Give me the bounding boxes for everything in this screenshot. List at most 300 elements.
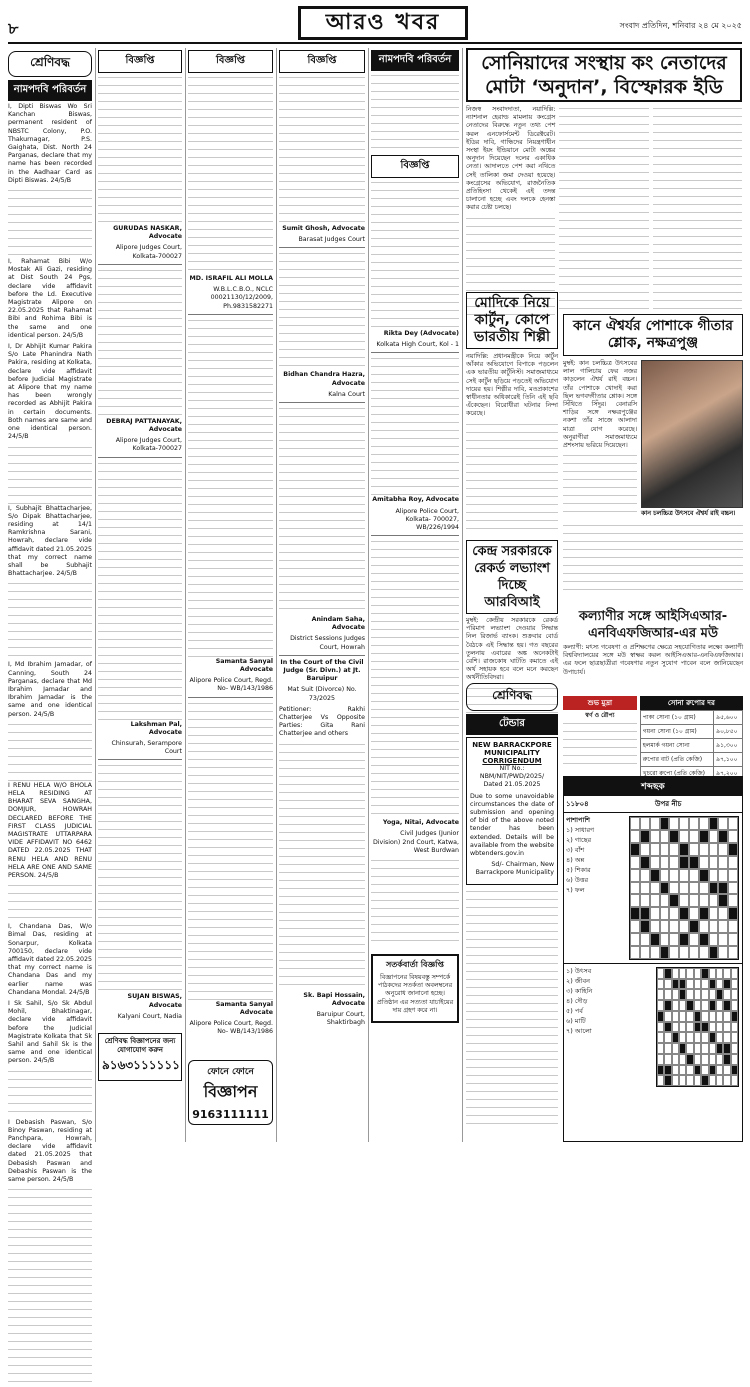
classified-column-1	[8, 48, 92, 1184]
signature-name: Lakshman Pal, Advocate	[130, 720, 182, 736]
crossword-cell[interactable]	[709, 946, 719, 959]
caution-notice-box	[371, 954, 459, 1023]
crossword-cell[interactable]	[679, 869, 689, 882]
crossword-cell[interactable]	[679, 830, 689, 843]
crossword-cell[interactable]	[679, 907, 689, 920]
crossword-cell[interactable]	[650, 830, 660, 843]
crossword-cell[interactable]	[679, 843, 689, 856]
crossword-cell	[657, 1054, 664, 1065]
crossword-cell[interactable]	[728, 894, 738, 907]
signature-address: Alipore Judges Court, Kolkata-700027	[115, 244, 182, 260]
crossword-cell	[657, 989, 664, 1000]
crossword-cell[interactable]	[709, 856, 719, 869]
classified-ad-box	[98, 1033, 182, 1081]
tender-notice	[466, 737, 558, 885]
notice-header: বিজ্ঞপ্তি	[279, 50, 365, 73]
crossword-cell	[694, 1000, 701, 1011]
notice-header: বিজ্ঞপ্তি	[371, 155, 459, 178]
ad-text: শ্রেণিবদ্ধ বিজ্ঞাপনের জন্য যোগাযোগ করুন	[104, 1037, 176, 1055]
crossword-cell	[679, 1065, 686, 1076]
crossword-cell[interactable]	[709, 933, 719, 946]
cartoon-story	[466, 292, 558, 537]
crossword-cell[interactable]	[728, 869, 738, 882]
crossword-cell	[664, 1022, 671, 1033]
crossword-cell[interactable]	[640, 843, 650, 856]
crossword-cell[interactable]	[699, 856, 709, 869]
crossword-cell[interactable]	[660, 894, 670, 907]
left-box-title: শুভ মুদ্রা	[563, 696, 637, 710]
crossword-cell	[716, 1000, 723, 1011]
crossword-cell[interactable]	[699, 830, 709, 843]
phone-ad-box	[188, 1060, 273, 1125]
crossword-cell[interactable]	[718, 933, 728, 946]
crossword-cell	[723, 1043, 730, 1054]
ad-phone[interactable]: ৯১৬৩১১১১১১	[102, 1058, 180, 1073]
crossword-cell[interactable]	[689, 882, 699, 895]
crossword-cell[interactable]	[669, 907, 679, 920]
crossword	[563, 776, 743, 1142]
crossword-cell	[664, 1000, 671, 1011]
signature-name: GURUDAS NASKAR, Advocate	[113, 225, 182, 241]
crossword-cell[interactable]	[669, 946, 679, 959]
crossword-cell[interactable]	[630, 907, 640, 920]
crossword-cell	[679, 989, 686, 1000]
classified-header: শ্রেণিবদ্ধ	[8, 51, 92, 77]
signature-address: Barasat Judges Court	[298, 236, 365, 244]
crossword-cell[interactable]	[699, 882, 709, 895]
crossword-cell[interactable]	[650, 920, 660, 933]
crossword-cell[interactable]	[660, 843, 670, 856]
notice: I, Rahamat Bibi W/o Mostak Ali Gazi, residing at Dist South 24 Pgs, declare vide affidavit before the Ld. Executive Magistrate Alipore on 22.05.2025 that Rahamat Bibi and Rohima Bibi is the same and one identical person. 24/5/B	[8, 258, 92, 339]
tender-header: টেন্ডার	[466, 714, 558, 735]
cartoon-body: নয়াদিল্লি: প্রধানমন্ত্রীকে নিয়ে কার্টুন আঁকার অভিযোগে বিপাকে পড়লেন এক ভারতীয় কার্টুনিস্ট। সমাজমাধ্যমে সেই কার্টুন ছড়িয়ে পড়তেই অভিযোগ দায়ের হয়। শিল্পীর দাবি, মতপ্রকাশের স্বাধীনতার অধিকারেই তিনি এই ছবি এঁকেছেন। বিরোধীরা ঘটনার নিন্দা করেছে।	[466, 353, 558, 418]
signature-name: Amitabha Roy, Advocate	[372, 496, 459, 504]
crossword-cell[interactable]	[709, 869, 719, 882]
crossword-cell[interactable]	[699, 869, 709, 882]
crossword-cell[interactable]	[679, 933, 689, 946]
crossword-cell	[679, 968, 686, 979]
crossword-cell[interactable]	[669, 856, 679, 869]
notice: I Debasish Paswan, S/o Binoy Paswan, residing at Panchpara, Howrah, declare vide affidavit dated 21.05.2025 that Debasish Paswan and Debashis Paswan is the same person. 24/5/B	[8, 1118, 92, 1184]
crossword-cell	[686, 1043, 693, 1054]
crossword-cell	[686, 989, 693, 1000]
crossword-cell[interactable]	[669, 869, 679, 882]
signature-address: Baruipur Court, Shaktirbagh	[316, 1011, 365, 1027]
crossword-cell[interactable]	[660, 856, 670, 869]
crossword-cell	[672, 968, 679, 979]
down-clues: ১) উৎসব ২) জীবন ৩) কাহিনি ৪) দৌড় ৫) পর্ব ৬) মাটি ৭) আলো	[566, 967, 593, 1035]
crossword-cell	[701, 1022, 708, 1033]
crossword-cell[interactable]	[650, 843, 660, 856]
crossword-cell	[664, 989, 671, 1000]
crossword-cell	[694, 1075, 701, 1086]
crossword-cell	[731, 989, 738, 1000]
section-logo: আরও খবর	[298, 6, 468, 40]
crossword-cell	[672, 1054, 679, 1065]
crossword-cell[interactable]	[630, 933, 640, 946]
signature-name: Sk. Bapi Hossain, Advocate	[303, 991, 365, 1007]
crossword-cell[interactable]	[718, 856, 728, 869]
crossword-cell	[694, 1032, 701, 1043]
signature-address: Kolkata High Court, Kol - 1	[376, 341, 459, 349]
crossword-cell[interactable]	[689, 856, 699, 869]
signature-address: District Sessions Judges Court, Howrah	[290, 635, 365, 651]
crossword-cell[interactable]	[709, 894, 719, 907]
signature-name: Samanta Sanyal Advocate	[215, 657, 273, 674]
cannes-body: মুম্বই: কান চলচ্চিত্র উৎসবের লাল গালিচায় ফের নজর কাড়লেন ঐশ্বর্য রাই বচ্চন। তাঁর পোশাকে খোদাই করা ছিল ভগবদ্গীতার শ্লোক। সঙ্গে সিঁথিতে সিঁদুর। বেনারসি শাড়ির সঙ্গে নক্ষত্রপুঞ্জের নকশা তাঁর সাজে আলাদা মাত্রা যোগ করেছে। অনুরাগীরা সমাজমাধ্যমে প্রশংসায় ভরিয়ে দিয়েছেন।	[563, 360, 637, 450]
crossword-cell[interactable]	[689, 933, 699, 946]
signature-address: Civil Judges (Junior Division) 2nd Court, Katwa, West Burdwan	[372, 830, 459, 854]
court-parties: Petitioner: Rakhi Chatterjee Vs Opposite Parties: Gita Rani Chatterjee and others	[279, 705, 365, 738]
crossword-cell	[701, 1054, 708, 1065]
signature-name: Anindam Saha, Advocate	[311, 616, 365, 632]
crossword-cell[interactable]	[718, 907, 728, 920]
cannes-story	[563, 314, 743, 604]
crossword-cell	[716, 968, 723, 979]
crossword-cell[interactable]	[709, 817, 719, 830]
crossword-cell	[664, 1011, 671, 1022]
crossword-cell[interactable]	[718, 946, 728, 959]
notice: I RENU HELA W/O BHOLA HELA RESIDING AT BHARAT SEVA SANGHA, DOMJUR, HOWRAH DECLARED BEFORE THE FIRST CLASS JUDICIAL MAGISTRATE UTTARPARA VIDE AFFIDAVIT NO 6462 DATED 22.05.2025 THAT RENU HELA AND RENU HELA ARE ONE AND SAME PERSON. 24/5/B	[8, 781, 92, 879]
tender-sign: Sd/- Chairman, New Barrackpore Municipality	[475, 861, 554, 877]
notice-column-5	[371, 48, 459, 1142]
signature-address: Chinsurah, Serampore Court	[111, 740, 182, 756]
rbi-headline: কেন্দ্র সরকারকে রেকর্ড লভ্যাংশ দিচ্ছে আরবিআই	[466, 540, 558, 614]
crossword-cell	[731, 1065, 738, 1076]
crossword-cell[interactable]	[699, 907, 709, 920]
crossword-cell	[694, 1022, 701, 1033]
crossword-cell[interactable]	[630, 869, 640, 882]
crossword-cell	[716, 1054, 723, 1065]
crossword-cell[interactable]	[650, 882, 660, 895]
crossword-cell[interactable]	[689, 869, 699, 882]
lead-headline	[466, 48, 742, 102]
crossword-cell[interactable]	[669, 882, 679, 895]
crossword-cell[interactable]	[718, 869, 728, 882]
crossword-cell[interactable]	[660, 946, 670, 959]
name-change-header: নামপদবি পরিবর্তন	[371, 50, 459, 71]
crossword-cell[interactable]	[669, 830, 679, 843]
cannes-headline: কানে ঐশ্বর্যর পোশাকে গীতার শ্লোক, নক্ষত্রপুঞ্জ	[563, 314, 743, 356]
crossword-cell[interactable]	[709, 920, 719, 933]
crossword-cell	[679, 1011, 686, 1022]
left-box-sub: স্বর্ণ ও রৌপ্য	[585, 712, 615, 719]
crossword-cell[interactable]	[679, 882, 689, 895]
crossword-cell	[672, 1011, 679, 1022]
page-number: ৮	[8, 19, 19, 38]
signature-address: Alipore Police Court, Regd. No- WB/143/1986	[189, 677, 273, 693]
crossword-cell	[686, 1022, 693, 1033]
signature-address: Kalyani Court, Nadia	[117, 1012, 182, 1020]
crossword-cell[interactable]	[689, 907, 699, 920]
crossword-cell	[694, 1011, 701, 1022]
crossword-cell[interactable]	[640, 882, 650, 895]
crossword-cell	[672, 1022, 679, 1033]
crossword-cell	[657, 1011, 664, 1022]
crossword-cell	[672, 1075, 679, 1086]
crossword-cell[interactable]	[650, 933, 660, 946]
crossword-cell[interactable]	[718, 830, 728, 843]
crossword-cell	[664, 1075, 671, 1086]
crossword-cell	[701, 1011, 708, 1022]
crossword-cell[interactable]	[728, 882, 738, 895]
notice: I, Dr Abhijit Kumar Pakira S/o Late Phanindra Nath Pakira, residing at Kolkata, declare vide affidavit before Judicial Magistrate at Alipore that my name has been wrongly recorded as Abhijit Pakira in certain documents. Both names are same and one identical person. 24/5/B	[8, 343, 92, 441]
crossword-cell	[657, 979, 664, 990]
crossword-cell[interactable]	[630, 817, 640, 830]
caution-title: সতর্কবার্তা বিজ্ঞপ্তি	[385, 960, 445, 970]
crossword-cell[interactable]	[650, 869, 660, 882]
lead-headline-line1: সোনিয়াদের সংস্থায় কং নেতাদের	[481, 52, 727, 74]
crossword-cell	[657, 1043, 664, 1054]
crossword-cell	[731, 1054, 738, 1065]
crossword-cell	[723, 1054, 730, 1065]
crossword-cell	[686, 1000, 693, 1011]
crossword-cell[interactable]	[669, 843, 679, 856]
crossword-cell[interactable]	[689, 894, 699, 907]
crossword-cell	[672, 1043, 679, 1054]
tender-title: CORRIGENDUM	[482, 757, 542, 765]
tender-nit: NIT No.: NBM/NIT/PWD/2025/ Dated 21.05.2025	[479, 765, 545, 789]
crossword-cell[interactable]	[660, 920, 670, 933]
crossword-cell[interactable]	[630, 830, 640, 843]
crossword-cell[interactable]	[679, 946, 689, 959]
crossword-cell[interactable]	[679, 856, 689, 869]
crossword-cell[interactable]	[669, 817, 679, 830]
crossword-cell[interactable]	[709, 882, 719, 895]
crossword-cell	[672, 1032, 679, 1043]
crossword-cell	[672, 989, 679, 1000]
crossword-cell[interactable]	[640, 946, 650, 959]
crossword-cell	[723, 1000, 730, 1011]
notice: I Sk Sahil, S/o Sk Abdul Mohil, Bhaktinagar, declare vide affidavit before the Judicial Magistrate Kolkata that Sk Sahil and Sahil Sk is the same and one identical person. 24/5/B	[8, 1000, 92, 1065]
crossword-cell[interactable]	[709, 830, 719, 843]
caution-body: বিজ্ঞাপনের বিষয়বস্তু সম্পর্কে পাঠকদের সতর্কতা অবলম্বনের অনুরোধ জানানো হচ্ছে। প্রতিষ্ঠান এর সত্যতা যাচাইয়ের দায় গ্রহণ করে না।	[376, 974, 454, 1014]
signature-name: SUJAN BISWAS, Advocate	[127, 993, 182, 1009]
crossword-cell	[686, 1054, 693, 1065]
crossword-cell	[709, 1075, 716, 1086]
crossword-cell[interactable]	[650, 817, 660, 830]
crossword-cell[interactable]	[718, 843, 728, 856]
crossword-cell	[723, 1022, 730, 1033]
signature-name: MD. ISRAFIL ALI MOLLA	[189, 275, 273, 282]
crossword-cell	[701, 979, 708, 990]
notice-column-3	[188, 48, 273, 1142]
crossword-cell	[686, 1032, 693, 1043]
crossword-cell[interactable]	[679, 920, 689, 933]
crossword-cell	[716, 1075, 723, 1086]
signature-name: DEBRAJ PATTANAYAK, Advocate	[106, 417, 182, 434]
crossword-cell[interactable]	[640, 920, 650, 933]
notice-header: বিজ্ঞপ্তি	[188, 50, 273, 73]
crossword-cell[interactable]	[728, 856, 738, 869]
crossword-cell	[664, 968, 671, 979]
across-clues: পাশাপাশি ১) সাধারণ ২) গাছের ৩) বাঁশ ৪) অন্ন ৫) শিকার ৬) উত্তর ৭) ফল	[566, 816, 595, 894]
crossword-cell[interactable]	[689, 946, 699, 959]
crossword-cell[interactable]	[630, 856, 640, 869]
crossword-cell	[731, 979, 738, 990]
crossword-cell[interactable]	[728, 907, 738, 920]
crossword-cell[interactable]	[699, 933, 709, 946]
crossword-cell	[664, 1054, 671, 1065]
crossword-cell[interactable]	[728, 946, 738, 959]
crossword-cell[interactable]	[630, 843, 640, 856]
crossword-cell	[657, 1075, 664, 1086]
crossword-cell	[701, 1075, 708, 1086]
crossword-cell	[709, 1054, 716, 1065]
photo-caption: কান চলচ্চিত্র উৎসবে ঐশ্বর্য রাই বচ্চন।	[641, 510, 736, 517]
crossword-cell[interactable]	[689, 830, 699, 843]
crossword-cell[interactable]	[718, 817, 728, 830]
crossword-cell[interactable]	[650, 907, 660, 920]
crossword-cell[interactable]	[640, 830, 650, 843]
crossword-cell	[709, 1032, 716, 1043]
crossword-cell	[716, 1065, 723, 1076]
crossword-cell	[686, 979, 693, 990]
crossword-cell[interactable]	[669, 894, 679, 907]
crossword-cell[interactable]	[640, 907, 650, 920]
crossword-cell[interactable]	[640, 856, 650, 869]
cartoon-headline: মোদিকে নিয়ে কার্টুন, কোপে ভারতীয় শিল্পী	[466, 292, 558, 349]
crossword-cell[interactable]	[699, 920, 709, 933]
crossword-cell[interactable]	[660, 907, 670, 920]
dateline: সংবাদ প্রতিদিন, শনিবার ২৪ মে ২০২৫	[619, 21, 742, 30]
crossword-cell	[694, 968, 701, 979]
signature-name: Bidhan Chandra Hazra, Advocate	[283, 371, 365, 387]
crossword-cell	[679, 979, 686, 990]
crossword-cell	[716, 989, 723, 1000]
crossword-cell	[672, 1000, 679, 1011]
crossword-cell	[716, 1022, 723, 1033]
aishwarya-photo	[641, 360, 743, 508]
crossword-cell[interactable]	[650, 946, 660, 959]
crossword-cell[interactable]	[669, 933, 679, 946]
crossword-cell	[701, 1032, 708, 1043]
crossword-cell[interactable]	[660, 882, 670, 895]
crossword-cell[interactable]	[728, 920, 738, 933]
crossword-cell	[679, 1054, 686, 1065]
kalyani-headline: কল্যাণীর সঙ্গে আইসিএআর-এনবিএফজিআর-এর মউ	[578, 609, 728, 641]
crossword-cell	[686, 1065, 693, 1076]
tender-body: Due to some unavoidable circumstances the date of submission and opening of bid of the above noted tender has been extended. Details will be available from the website wbtenders.gov.in	[470, 792, 554, 858]
crossword-cell	[694, 1065, 701, 1076]
crossword-cell[interactable]	[689, 920, 699, 933]
crossword-cell	[694, 1043, 701, 1054]
crossword-cell	[709, 1022, 716, 1033]
signature-address: Alipore Judges Court, Kolkata-700027	[115, 437, 182, 453]
crossword-cell	[664, 1032, 671, 1043]
crossword-cell	[694, 989, 701, 1000]
crossword-cell	[701, 989, 708, 1000]
crossword-cell	[731, 1032, 738, 1043]
crossword-cell[interactable]	[630, 882, 640, 895]
crossword-cell	[679, 1000, 686, 1011]
crossword-cell	[731, 1043, 738, 1054]
crossword-cell[interactable]	[679, 817, 689, 830]
crossword-cell	[657, 1032, 664, 1043]
crossword-cell[interactable]	[718, 894, 728, 907]
crossword-cell	[723, 989, 730, 1000]
crossword-cell	[672, 979, 679, 990]
crossword-cell[interactable]	[699, 817, 709, 830]
crossword-cell[interactable]	[689, 843, 699, 856]
down-title-top: উপর নীচ	[655, 800, 682, 808]
crossword-cell[interactable]	[699, 843, 709, 856]
crossword-cell[interactable]	[669, 920, 679, 933]
crossword-cell[interactable]	[689, 817, 699, 830]
crossword-cell[interactable]	[699, 894, 709, 907]
crossword-cell[interactable]	[640, 817, 650, 830]
signature-name: Rikta Dey (Advocate)	[383, 330, 459, 337]
crossword-cell	[723, 1065, 730, 1076]
crossword-cell[interactable]	[660, 933, 670, 946]
crossword-cell[interactable]	[728, 843, 738, 856]
crossword-cell[interactable]	[630, 894, 640, 907]
crossword-cell	[657, 1065, 664, 1076]
crossword-cell	[716, 1043, 723, 1054]
crossword-cell	[657, 968, 664, 979]
crossword-cell	[701, 1065, 708, 1076]
ad-phone[interactable]: 9163111111	[192, 1108, 269, 1122]
kalyani-body: কল্যাণী: মৎস্য গবেষণা ও প্রশিক্ষণের ক্ষেত্রে সহযোগিতার লক্ষ্যে কল্যাণী বিশ্ববিদ্যালয়ের সঙ্গে মউ স্বাক্ষর করল আইসিএআর-এনবিএফজিআর। এর ফলে ছাত্রছাত্রীরা গবেষণার নতুন সুযোগ পাবেন বলে জানিয়েছেন উপাচার্য।	[563, 644, 743, 676]
crossword-cell	[694, 979, 701, 990]
crossword-cell[interactable]	[709, 843, 719, 856]
crossword-cell[interactable]	[660, 869, 670, 882]
crossword-cell	[716, 979, 723, 990]
crossword-cell[interactable]	[718, 882, 728, 895]
crossword-cell	[731, 1022, 738, 1033]
crossword-cell	[723, 1011, 730, 1022]
crossword-cell[interactable]	[660, 817, 670, 830]
crossword-cell[interactable]	[640, 894, 650, 907]
crossword-cell	[657, 1000, 664, 1011]
crossword-grid[interactable]	[626, 813, 742, 963]
crossword-cell[interactable]	[640, 933, 650, 946]
crossword-cell[interactable]	[718, 920, 728, 933]
crossword-cell[interactable]	[640, 869, 650, 882]
notice: I, Subhajit Bhattacharjee, S/o Dipak Bhattacharjee, residing at 14/1 Ramkrishna Sarani, Howrah, declare vide affidavit dated 21.05.2025 that my correct name shall be Subhajit Bhattacharjee. 24/5/B	[8, 504, 92, 578]
crossword-cell	[664, 1065, 671, 1076]
notice-column-4	[279, 48, 365, 1142]
crossword-cell	[709, 1043, 716, 1054]
crossword-cell	[723, 1032, 730, 1043]
crossword-cell	[701, 1043, 708, 1054]
crossword-cell[interactable]	[650, 856, 660, 869]
crossword-cell	[709, 989, 716, 1000]
crossword-cell	[716, 1011, 723, 1022]
crossword-cell[interactable]	[699, 946, 709, 959]
crossword-cell[interactable]	[679, 894, 689, 907]
crossword-cell[interactable]	[728, 830, 738, 843]
crossword-cell[interactable]	[728, 933, 738, 946]
ad-text: ফোনে ফোনে	[207, 1067, 254, 1078]
crossword-cell	[723, 1075, 730, 1086]
crossword-cell[interactable]	[630, 920, 640, 933]
crossword-cell	[672, 1065, 679, 1076]
crossword-cell	[709, 1011, 716, 1022]
crossword-cell[interactable]	[660, 830, 670, 843]
crossword-cell	[679, 1022, 686, 1033]
crossword-cell[interactable]	[630, 946, 640, 959]
crossword-cell[interactable]	[709, 907, 719, 920]
crossword-cell[interactable]	[728, 817, 738, 830]
notice-column-2	[98, 48, 182, 1142]
crossword-cell[interactable]	[650, 894, 660, 907]
crossword-cell	[731, 1075, 738, 1086]
crossword-cell	[657, 1022, 664, 1033]
crossword-cell	[716, 1032, 723, 1043]
notice: I, Dipti Biswas Wo Sri Kanchan Biswas, permanent resident of NBSTC Colony, P.O. Thakurnagar, P.S. Gaighata, Dist. North 24 Parganas, declare that my name has been recorded in the Aadhaar Card as Dipti Biswas. 24/5/B	[8, 103, 92, 184]
masthead	[8, 6, 742, 44]
